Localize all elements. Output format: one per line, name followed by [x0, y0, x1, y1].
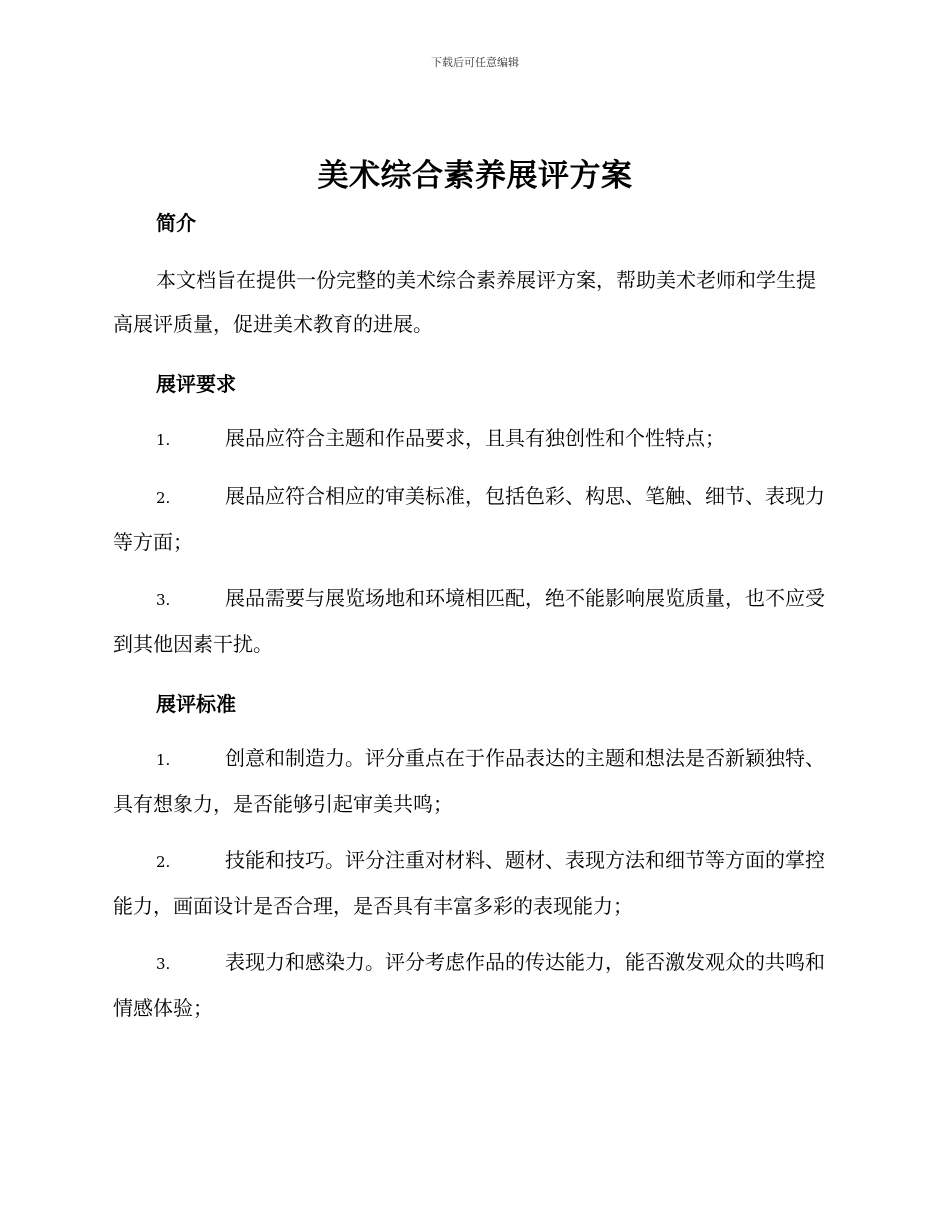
- document-title: 美术综合素养展评方案: [317, 158, 633, 194]
- requirement-item-2: [113, 474, 833, 564]
- list-item-text: 展品应符合相应的审美标准，包括色彩、构思、笔触、细节、表现力等方面；: [113, 484, 825, 554]
- list-item-text: 表现力和感染力。评分考虑作品的传达能力，能否激发观众的共鸣和情感体验；: [113, 950, 825, 1020]
- list-number: 1.: [156, 431, 171, 449]
- list-number: 3.: [156, 955, 171, 973]
- list-item-text: 技能和技巧。评分注重对材料、题材、表现方法和细节等方面的掌控能力，画面设计是否合理，是否具有丰富多彩的表现能力；: [113, 848, 825, 918]
- criteria-item-3: [113, 940, 833, 1030]
- requirement-item-1: [113, 416, 833, 462]
- section-heading-criteria: 展评标准: [156, 692, 236, 716]
- intro-paragraph: [113, 258, 833, 346]
- criteria-item-1: [113, 736, 833, 826]
- list-number: 1.: [156, 751, 171, 769]
- section-heading-intro: 简介: [156, 211, 196, 235]
- list-number: 2.: [156, 489, 171, 507]
- list-number: 2.: [156, 853, 171, 871]
- list-item-text: 展品应符合主题和作品要求，且具有独创性和个性特点；: [225, 426, 725, 450]
- requirement-item-3: [113, 576, 833, 666]
- list-number: 3.: [156, 591, 171, 609]
- section-heading-requirements: 展评要求: [156, 372, 236, 396]
- intro-text: 本文档旨在提供一份完整的美术综合素养展评方案，帮助美术老师和学生提高展评质量，促进美术教育的进展。: [113, 268, 816, 336]
- criteria-item-2: [113, 838, 833, 928]
- list-item-text: 创意和制造力。评分重点在于作品表达的主题和想法是否新颖独特、具有想象力，是否能够引起审美共鸣；: [113, 746, 825, 816]
- page-header-note: 下载后可任意编辑: [431, 56, 519, 69]
- list-item-text: 展品需要与展览场地和环境相匹配，绝不能影响展览质量，也不应受到其他因素干扰。: [113, 586, 825, 656]
